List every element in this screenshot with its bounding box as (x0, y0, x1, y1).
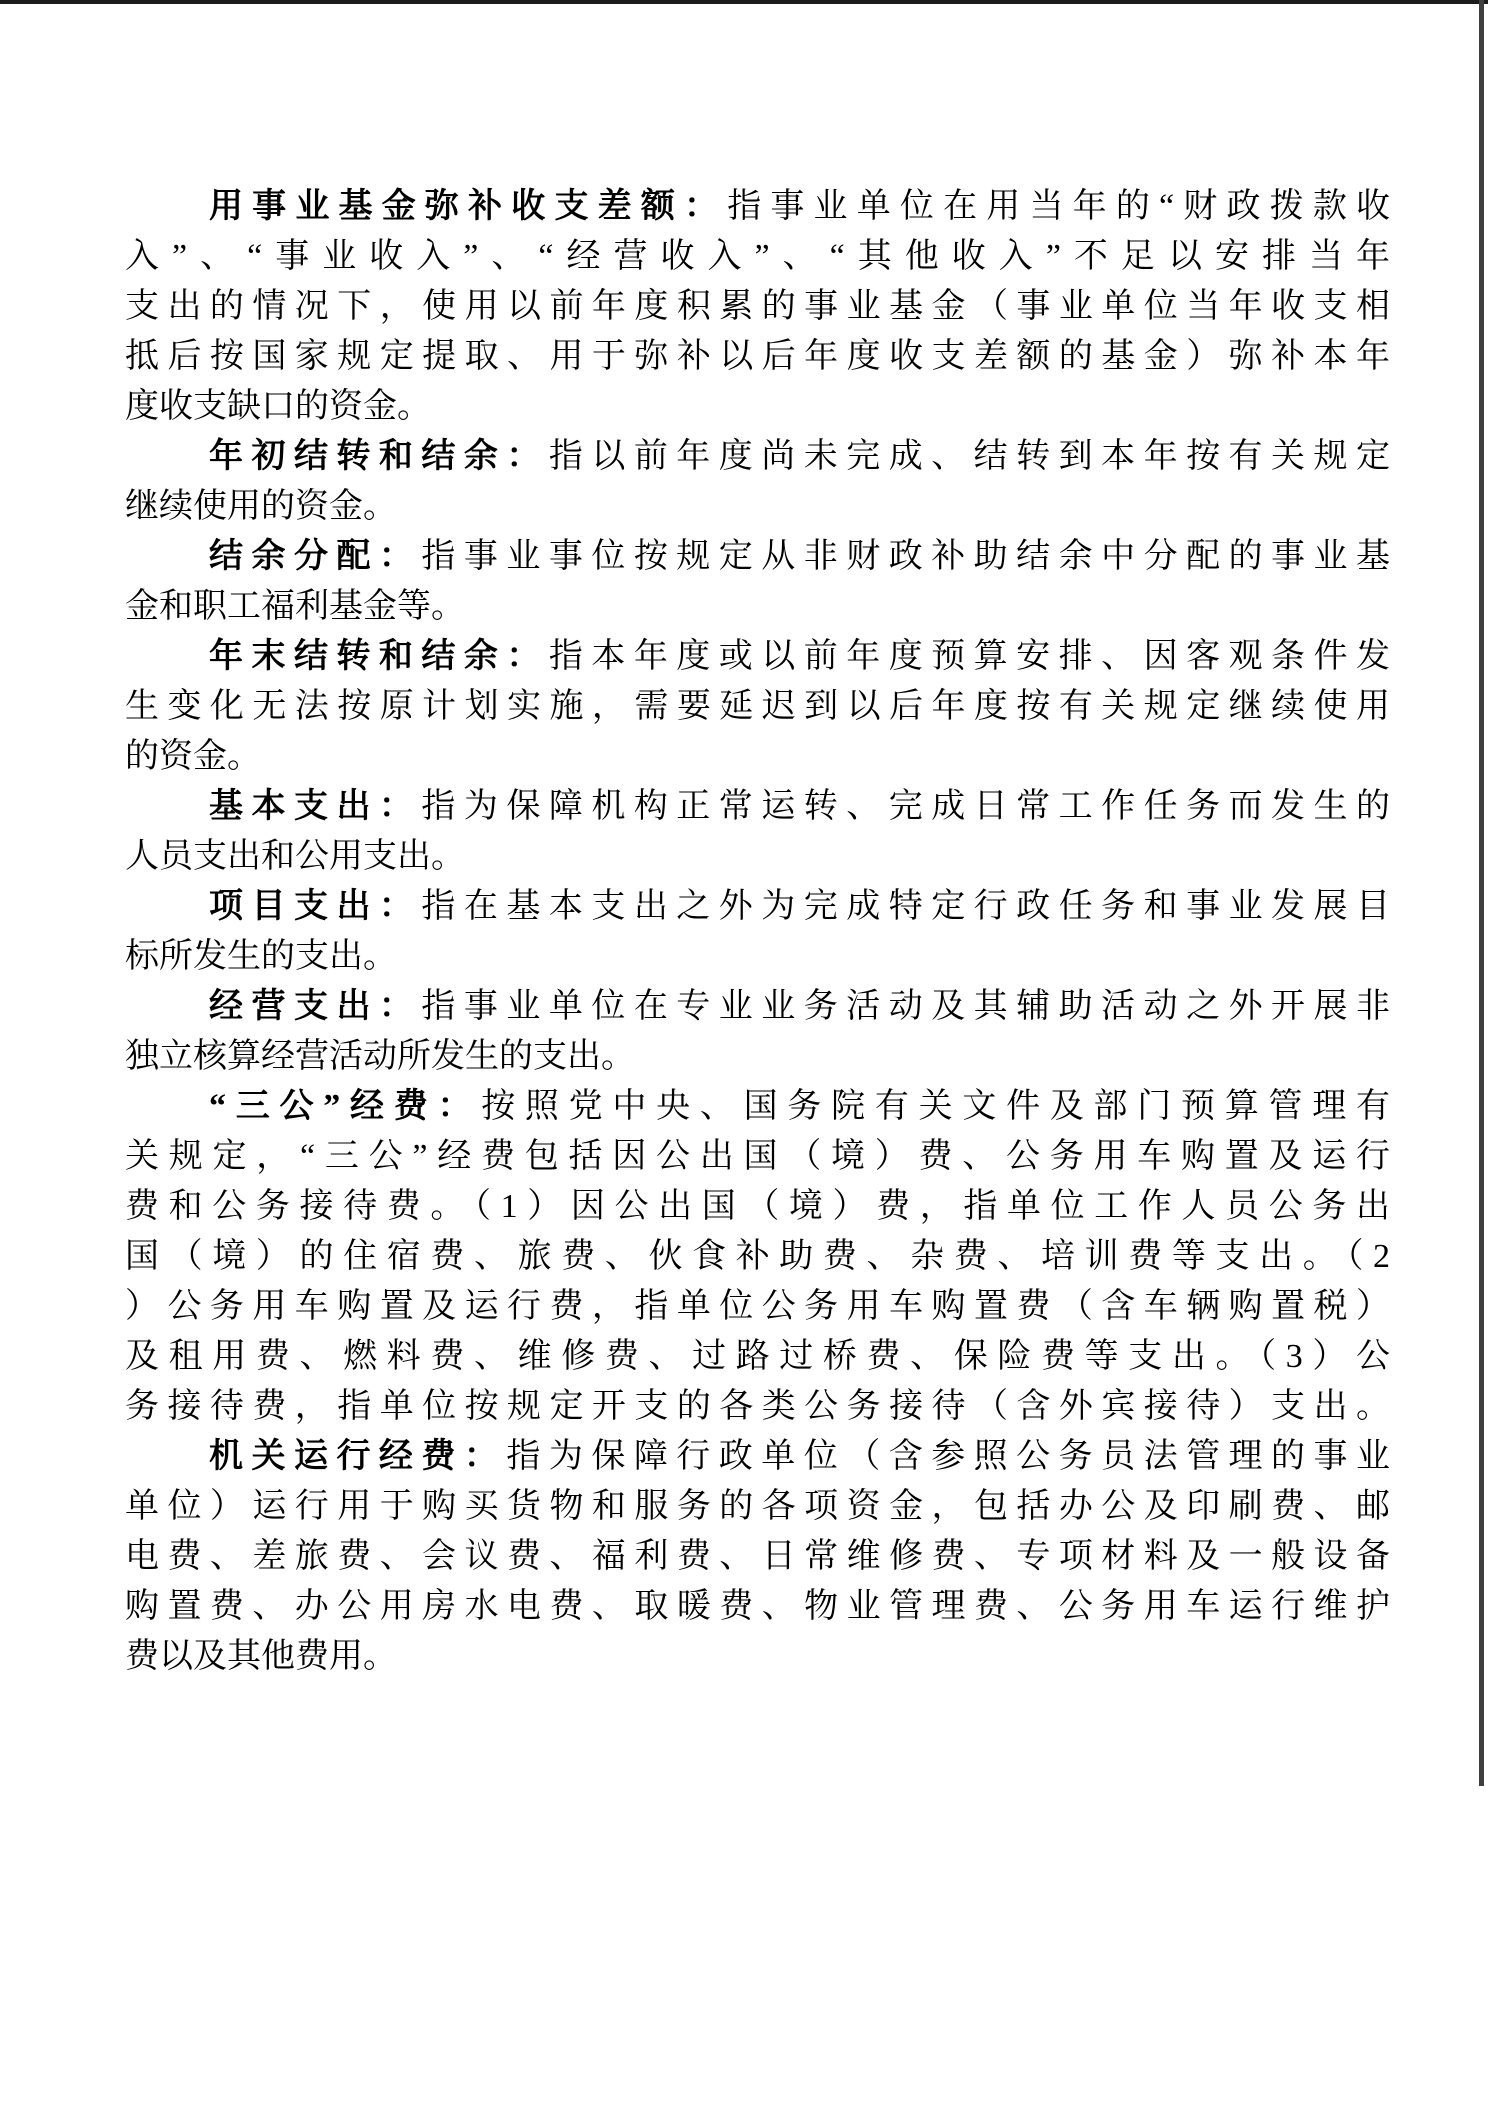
text-line: 用事业基金弥补收支差额：指事业单位在用当年的“财政拨款收 (209, 188, 1390, 225)
text-line: 费和公务接待费。（1）因公出国（境）费，指单位工作人员公务出 (125, 1188, 1390, 1225)
term-label: 结余分配： (209, 538, 422, 575)
text-line: 基本支出：指为保障机构正常运转、完成日常工作任务而发生的 (209, 788, 1390, 825)
term-label: “三公”经费： (209, 1088, 482, 1125)
text-line: 项目支出：指在基本支出之外为完成特定行政任务和事业发展目 (209, 888, 1390, 925)
text-line: 机关运行经费：指为保障行政单位（含参照公务员法管理的事业 (209, 1438, 1390, 1475)
term-label: 项目支出： (209, 888, 422, 925)
term-label: 年末结转和结余： (209, 638, 549, 675)
text-line: ）公务用车购置及运行费，指单位公务用车购置费（含车辆购置税） (125, 1288, 1390, 1325)
text-line: 标所发生的支出。 (125, 938, 397, 975)
text-line: 独立核算经营活动所发生的支出。 (125, 1038, 635, 1075)
text-line: 生变化无法按原计划实施，需要延迟到以后年度按有关规定继续使用 (125, 688, 1390, 725)
text-line: 入”、“事业收入”、“经营收入”、“其他收入”不足以安排当年 (125, 238, 1390, 275)
text-line: “三公”经费：按照党中央、国务院有关文件及部门预算管理有 (209, 1088, 1390, 1125)
budget-terms-definitions-text (125, 182, 1390, 1682)
text-line: 关规定，“三公”经费包括因公出国（境）费、公务用车购置及运行 (125, 1138, 1390, 1175)
text-line: 人员支出和公用支出。 (125, 838, 465, 875)
term-label: 经营支出： (209, 988, 422, 1025)
text-line: 电费、差旅费、会议费、福利费、日常维修费、专项材料及一般设备 (125, 1538, 1390, 1575)
text-line: 继续使用的资金。 (125, 488, 397, 525)
text-line: 单位）运行用于购买货物和服务的各项资金，包括办公及印刷费、邮 (125, 1488, 1390, 1525)
text-line: 金和职工福利基金等。 (125, 588, 465, 625)
text-line: 年初结转和结余：指以前年度尚未完成、结转到本年按有关规定 (209, 438, 1390, 475)
text-line: 抵后按国家规定提取、用于弥补以后年度收支差额的基金）弥补本年 (125, 338, 1390, 375)
text-line: 年末结转和结余：指本年度或以前年度预算安排、因客观条件发 (209, 638, 1390, 675)
text-line: 经营支出：指事业单位在专业业务活动及其辅助活动之外开展非 (209, 988, 1390, 1025)
page-top-border-line (0, 0, 1488, 4)
text-line: 务接待费，指单位按规定开支的各类公务接待（含外宾接待）支出。 (125, 1388, 1390, 1425)
text-line: 费以及其他费用。 (125, 1638, 397, 1675)
text-line: 结余分配：指事业事位按规定从非财政补助结余中分配的事业基 (209, 538, 1390, 575)
term-label: 用事业基金弥补收支差额： (209, 188, 728, 225)
term-label: 基本支出： (209, 788, 422, 825)
term-label: 机关运行经费： (209, 1438, 507, 1475)
text-line: 购置费、办公用房水电费、取暖费、物业管理费、公务用车运行维护 (125, 1588, 1390, 1625)
text-line: 支出的情况下，使用以前年度积累的事业基金（事业单位当年收支相 (125, 288, 1390, 325)
page-right-border-line (1479, 0, 1484, 1786)
term-label: 年初结转和结余： (209, 438, 549, 475)
text-line: 及租用费、燃料费、维修费、过路过桥费、保险费等支出。（3）公 (125, 1338, 1390, 1375)
text-line: 的资金。 (125, 738, 261, 775)
text-line: 国（境）的住宿费、旅费、伙食补助费、杂费、培训费等支出。（2 (125, 1238, 1390, 1275)
text-line: 度收支缺口的资金。 (125, 388, 431, 425)
